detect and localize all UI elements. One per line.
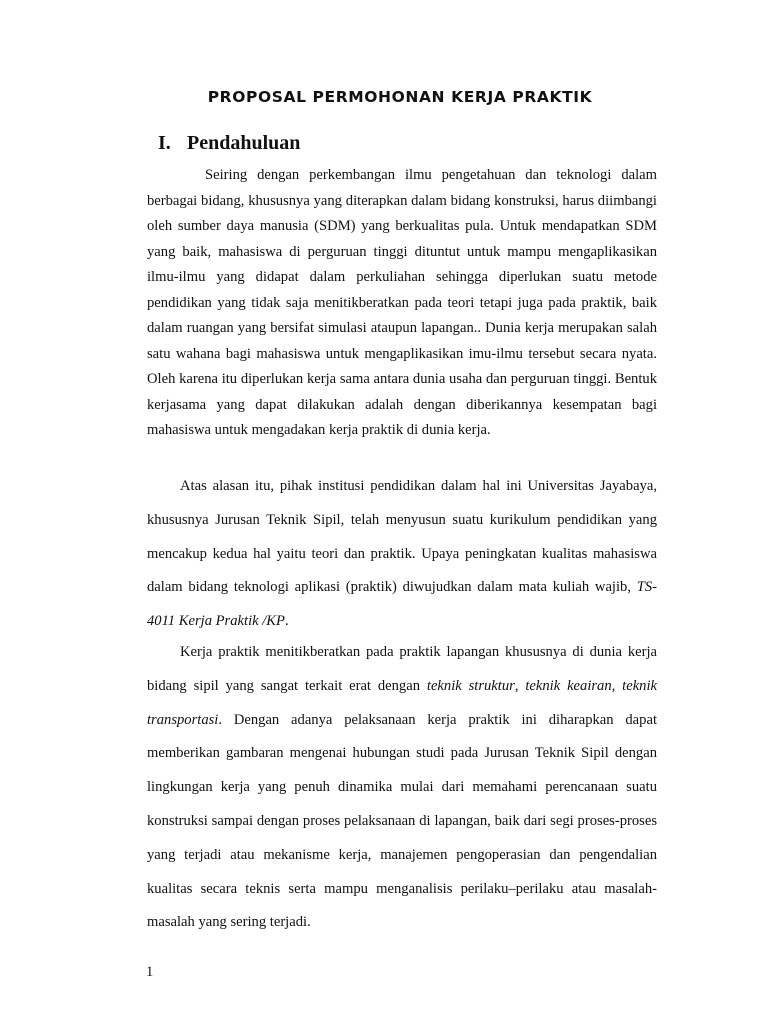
term-water-transport: teknik keairan, teknik transportasi	[147, 677, 657, 728]
page-number: 1	[146, 964, 154, 980]
paragraph-institution-end: .	[284, 613, 289, 630]
paragraph-practice-part1: Kerja praktik menitikberatkan pada praktik lapangan khususnya di dunia kerja bidang sipil yang sangat terkait erat dengan	[147, 644, 657, 694]
section-title: Pendahuluan	[187, 132, 301, 154]
section-number: I.	[158, 132, 171, 154]
paragraph-institution-text: Atas alasan itu, pihak institusi pendidikan dalam hal ini Universitas Jayabaya, khususnya Jurusan Teknik Sipil, telah menyusun suatu kurikulum pendidikan yang mencakup kedua hal yaitu teori dan praktik. Upaya peningkatan kualitas mahasiswa dalam bidang teknologi aplikasi (praktik) diwujudkan dalam mata kuliah wajib,	[147, 478, 657, 596]
paragraph-institution	[147, 470, 657, 639]
course-code: TS-4011 Kerja Praktik /KP	[147, 579, 657, 630]
paragraph-introduction: Seiring dengan perkembangan ilmu pengetahuan dan teknologi dalam berbagai bidang, khususnya yang diterapkan dalam bidang konstruksi, harus diimbangi oleh sumber daya manusia (SDM) yang berkualitas pula. Untuk mendapatkan SDM yang baik, mahasiswa di perguruan tinggi dituntut untuk mampu mengaplikasikan ilmu-ilmu yang didapat dalam perkuliahan sehingga diperlukan suatu metode pendidikan yang tidak saja menitikberatkan pada teori tetapi juga pada praktik, baik dalam ruangan yang bersifat simulasi ataupun lapangan.. Dunia kerja merupakan salah satu wahana bagi mahasiswa untuk mengaplikasikan imu-ilmu tersebut secara nyata. Oleh karena itu diperlukan kerja sama antara dunia usaha dan perguruan tinggi. Bentuk kerjasama yang dapat dilakukan adalah dengan diberikannya kesempatan bagi mahasiswa untuk mengadakan kerja praktik di dunia kerja.	[147, 167, 657, 438]
term-separator: ,	[514, 677, 519, 694]
section-heading	[158, 132, 300, 155]
paragraph-practice-part2: . Dengan adanya pelaksanaan kerja praktik ini diharapkan dapat memberikan gambaran mengenai hubungan studi pada Jurusan Teknik Sipil dengan lingkungan kerja yang penuh dinamika mulai dari memahami perencanaan suatu konstruksi sampai dengan proses pelaksanaan di lapangan, baik dari segi proses-proses yang terjadi atau mekanisme kerja, manajemen pengoperasian dan pengendalian kualitas secara teknis serta mampu menganalisis perilaku–perilaku atau masalah-masalah yang sering terjadi.	[147, 711, 657, 931]
term-structure: teknik struktur	[426, 677, 515, 694]
document-title: PROPOSAL PERMOHONAN KERJA PRAKTIK	[207, 88, 593, 106]
paragraph-practice	[147, 636, 657, 940]
